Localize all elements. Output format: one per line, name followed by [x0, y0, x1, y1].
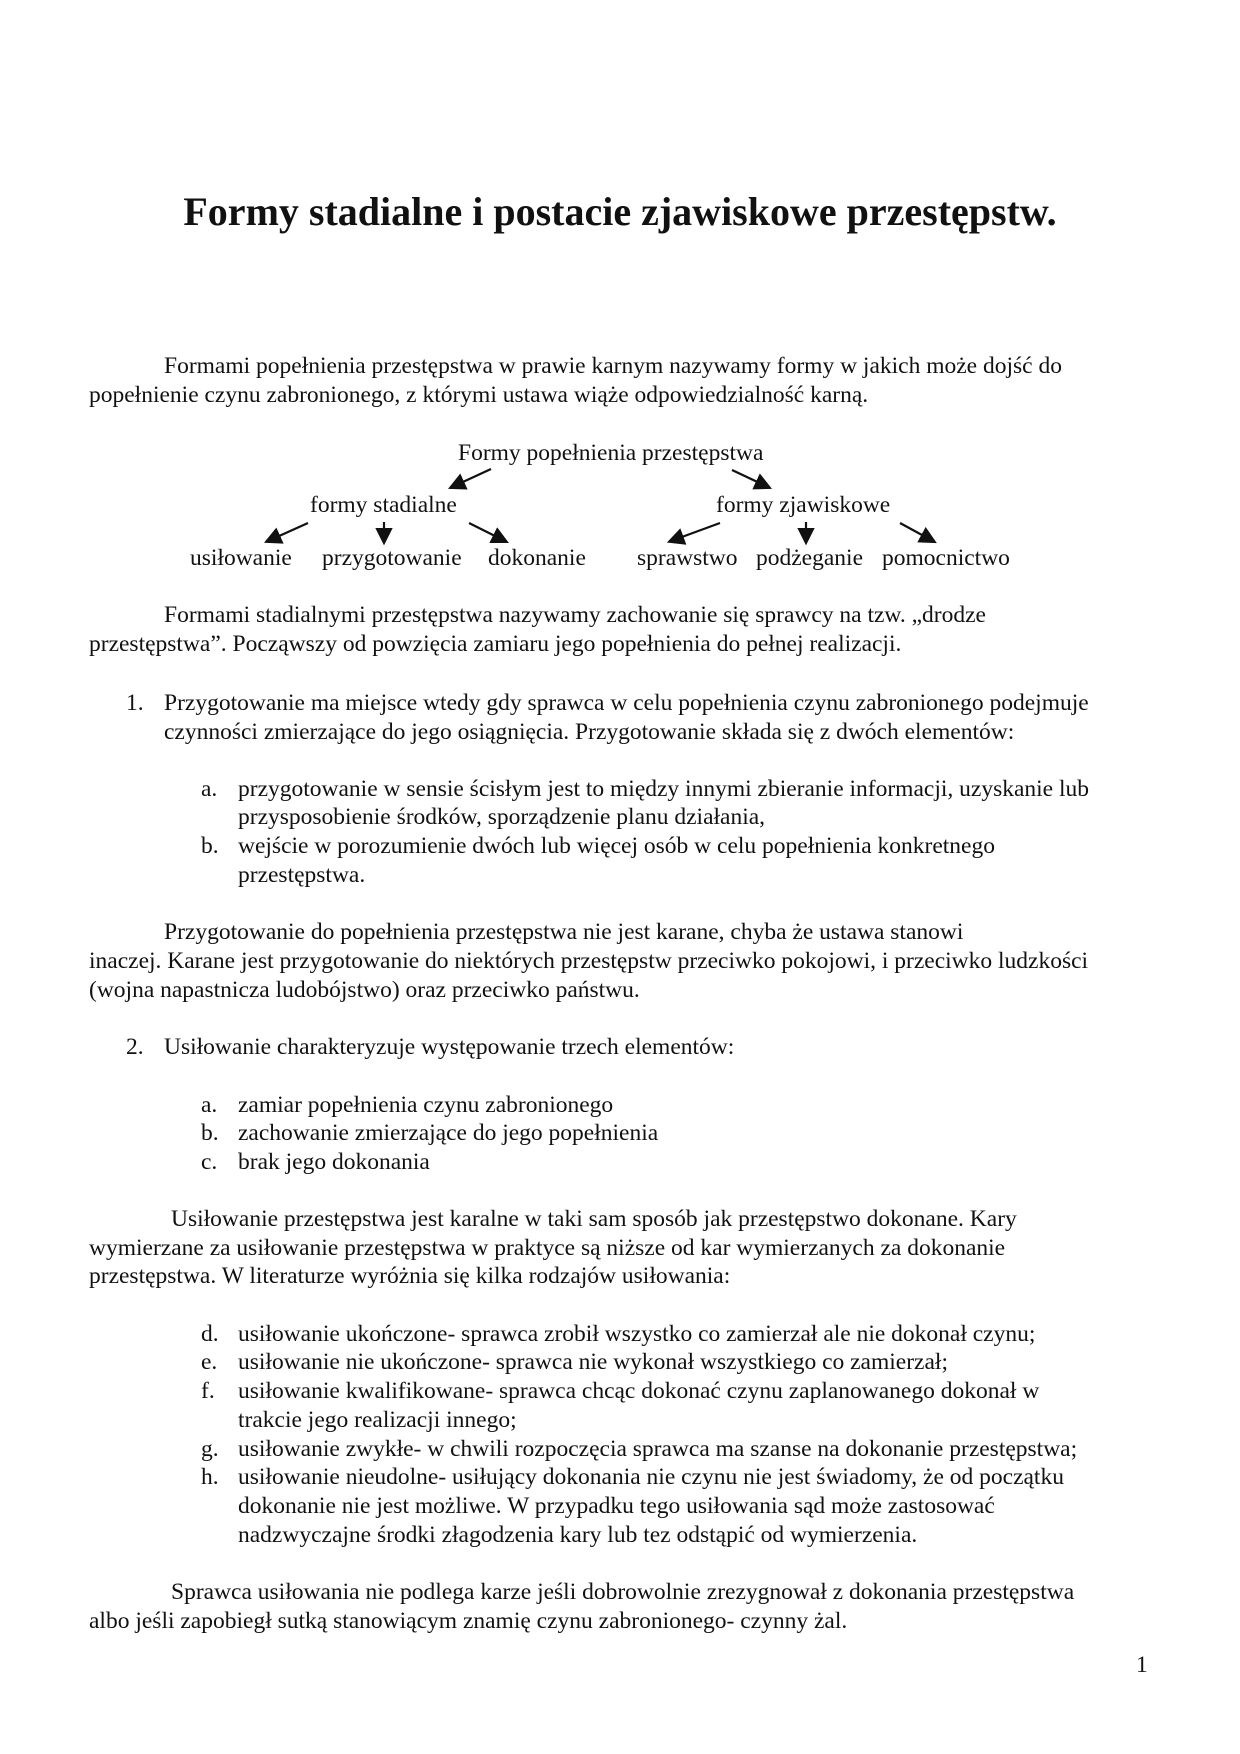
- paragraph-line: inaczej. Karane jest przygotowanie do niektórych przestępstw przeciwko pokojowi, i przeciwko ludzkości: [89, 948, 1089, 974]
- intro-line: Formami popełnienia przestępstwa w prawie karnym nazywamy formy w jakich może dojść do: [164, 353, 1062, 379]
- paragraph-line: Usiłowanie przestępstwa jest karalne w taki sam sposób jak przestępstwo dokonane. Kary: [171, 1206, 1017, 1232]
- diagram-leaf: przygotowanie: [322, 545, 462, 571]
- sublist-item-line: przygotowanie w sensie ścisłym jest to między innymi zbieranie informacji, uzyskanie lub: [238, 776, 1090, 802]
- diagram-left-node: formy stadialne: [310, 492, 457, 518]
- sublist-letter: h.: [201, 1464, 219, 1490]
- arrow-icon: [732, 470, 768, 487]
- page-number: 1: [1136, 1652, 1148, 1678]
- diagram-leaf: podżeganie: [756, 545, 864, 571]
- sublist-item-line: nadzwyczajne środki złagodzenia kary lub tez odstąpić od wymierzenia.: [238, 1522, 918, 1548]
- paragraph-line: przestępstwa”. Począwszy od powzięcia zamiaru jego popełnienia do pełnej realizacji.: [89, 631, 902, 657]
- sublist-item-line: przysposobienie środków, sporządzenie planu działania,: [238, 804, 766, 830]
- list-item-line: Przygotowanie ma miejsce wtedy gdy sprawca w celu popełnienia czynu zabronionego podejmuje: [164, 690, 1089, 716]
- sublist-item-line: wejście w porozumienie dwóch lub więcej osób w celu popełnienia konkretnego: [238, 833, 995, 859]
- sublist-item-line: dokonanie nie jest możliwe. W przypadku tego usiłowania sąd może zastosować: [238, 1493, 995, 1519]
- sublist-item-line: usiłowanie ukończone- sprawca zrobił wszystko co zamierzał ale nie dokonał czynu;: [238, 1321, 1036, 1347]
- sublist-letter: e.: [201, 1349, 218, 1375]
- sublist-letter: a.: [201, 776, 218, 802]
- sublist-letter: f.: [201, 1378, 215, 1404]
- sublist-letter: a.: [201, 1092, 218, 1118]
- sublist-item-line: usiłowanie kwalifikowane- sprawca chcąc dokonać czynu zaplanowanego dokonał w: [238, 1378, 1040, 1404]
- diagram-leaf: pomocnictwo: [882, 545, 1010, 571]
- sublist-item-line: brak jego dokonania: [238, 1149, 430, 1175]
- arrow-icon: [469, 523, 505, 541]
- diagram-leaf: dokonanie: [488, 545, 586, 571]
- paragraph-line: przestępstwa. W literaturze wyróżnia się kilka rodzajów usiłowania:: [89, 1263, 731, 1289]
- sublist-item-line: usiłowanie nie ukończone- sprawca nie wykonał wszystkiego co zamierzał;: [238, 1349, 948, 1375]
- diagram-root: Formy popełnienia przestępstwa: [458, 440, 764, 466]
- paragraph-line: (wojna napastnicza ludobójstwo) oraz przeciwko państwu.: [89, 977, 640, 1003]
- sublist-item-line: trakcie jego realizacji innego;: [238, 1407, 517, 1433]
- arrow-icon: [671, 523, 720, 541]
- intro-line: popełnienie czynu zabronionego, z którymi ustawa wiąże odpowiedzialność karną.: [89, 382, 869, 408]
- sublist-letter: c.: [201, 1149, 218, 1175]
- list-item-line: Usiłowanie charakteryzuje występowanie trzech elementów:: [164, 1034, 735, 1060]
- paragraph-line: wymierzane za usiłowanie przestępstwa w praktyce są niższe od kar wymierzanych za dokonanie: [89, 1235, 1006, 1261]
- paragraph-line: albo jeśli zapobiegł sutką stanowiącym znamię czynu zabronionego- czynny żal.: [89, 1608, 848, 1634]
- diagram-leaf: usiłowanie: [190, 545, 292, 571]
- sublist-item-line: usiłowanie nieudolne- usiłujący dokonania nie czynu nie jest świadomy, że od początku: [238, 1464, 1064, 1490]
- sublist-letter: g.: [201, 1436, 219, 1462]
- sublist-item-line: przestępstwa.: [238, 862, 366, 888]
- arrow-icon: [900, 523, 933, 541]
- list-number: 1.: [126, 690, 144, 716]
- sublist-letter: b.: [201, 833, 219, 859]
- diagram-arrows: [0, 0, 1240, 700]
- sublist-letter: b.: [201, 1120, 219, 1146]
- diagram-leaf: sprawstwo: [637, 545, 738, 571]
- page-title: Formy stadialne i postacie zjawiskowe przestępstw.: [183, 189, 1057, 234]
- list-item-line: czynności zmierzające do jego osiągnięcia. Przygotowanie składa się z dwóch elementów:: [164, 719, 1015, 745]
- paragraph-line: Sprawca usiłowania nie podlega karze jeśli dobrowolnie zrezygnował z dokonania przestępstwa: [171, 1579, 1075, 1605]
- sublist-item-line: zamiar popełnienia czynu zabronionego: [238, 1092, 614, 1118]
- list-number: 2.: [126, 1034, 144, 1060]
- arrow-icon: [268, 523, 308, 541]
- sublist-letter: d.: [201, 1321, 219, 1347]
- paragraph-line: Przygotowanie do popełnienia przestępstwa nie jest karane, chyba że ustawa stanowi: [164, 919, 964, 945]
- arrow-icon: [452, 469, 491, 487]
- sublist-item-line: zachowanie zmierzające do jego popełnienia: [238, 1120, 659, 1146]
- sublist-item-line: usiłowanie zwykłe- w chwili rozpoczęcia sprawca ma szanse na dokonanie przestępstwa;: [238, 1436, 1078, 1462]
- diagram-right-node: formy zjawiskowe: [716, 492, 891, 518]
- paragraph-line: Formami stadialnymi przestępstwa nazywamy zachowanie się sprawcy na tzw. „drodze: [164, 602, 986, 628]
